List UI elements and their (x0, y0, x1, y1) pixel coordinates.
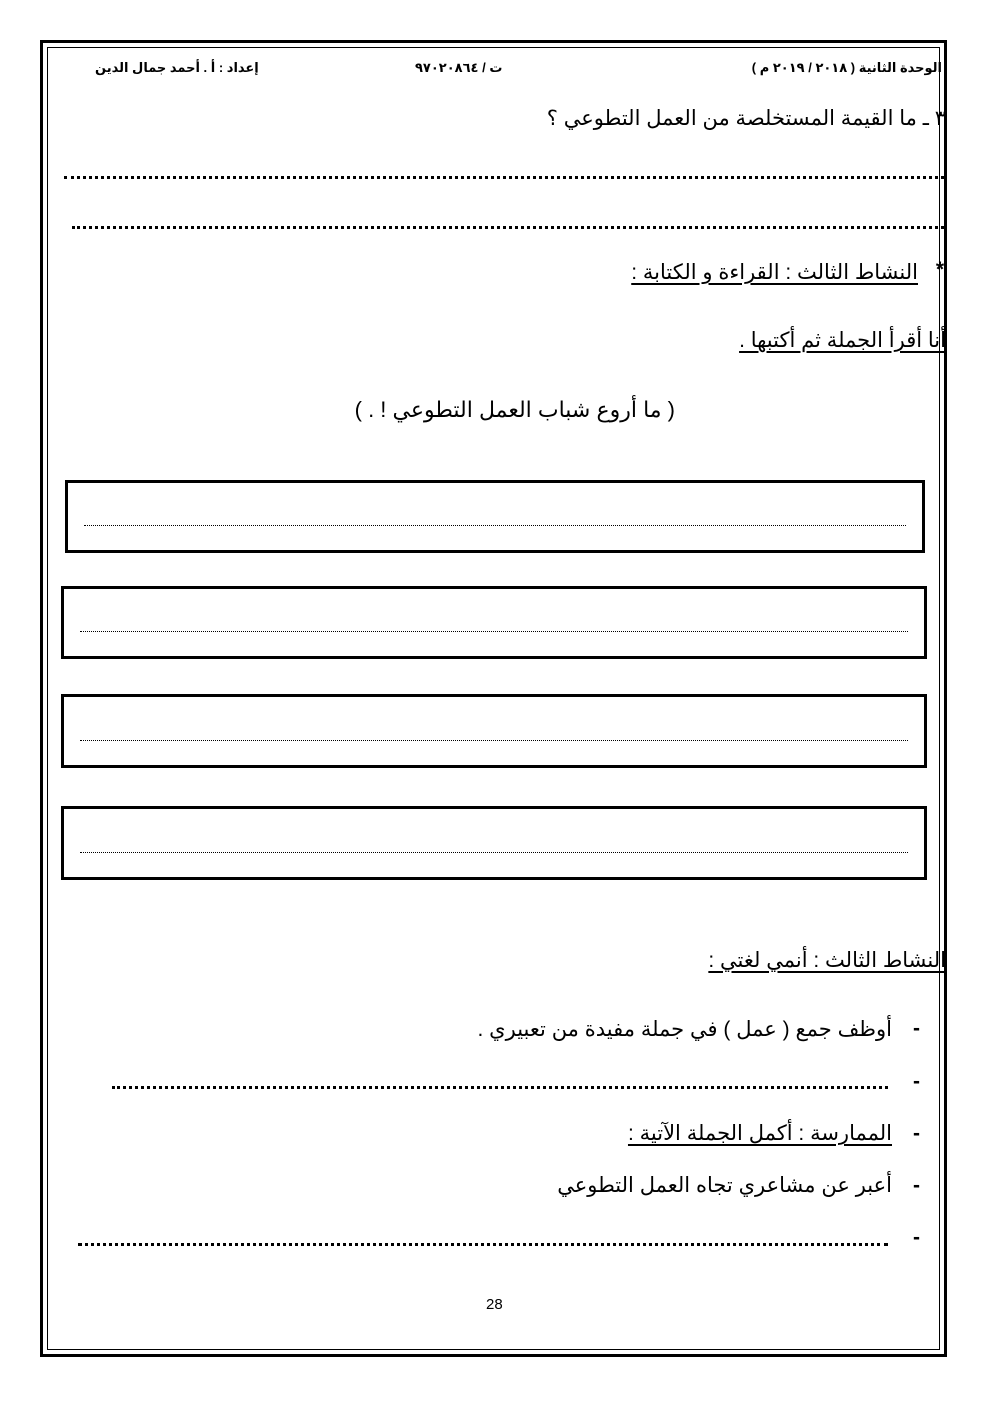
answer-line-3[interactable] (112, 1086, 888, 1089)
language-item-2: الممارسة : أكمل الجملة الآتية : (627, 1122, 892, 1145)
answer-line-4[interactable] (78, 1243, 888, 1246)
writing-line (80, 852, 908, 853)
writing-box-1[interactable] (65, 480, 925, 553)
writing-line (84, 525, 906, 526)
phone-label: ت / ٩٧٠٢٠٨٦٤ (415, 60, 503, 75)
model-sentence: ( ما أروع شباب العمل التطوعي ! . ) (354, 397, 675, 422)
language-activity-title: النشاط الثالث : أنمي لغتي : (708, 949, 946, 972)
writing-box-3[interactable] (61, 694, 927, 768)
reading-activity-title: النشاط الثالث : القراءة و الكتابة : (631, 261, 918, 284)
language-item-1: أوظف جمع ( عمل ) في جملة مفيدة من تعبيري . (477, 1018, 892, 1041)
writing-line (80, 740, 908, 741)
unit-label: الوحدة الثانية ( ٢٠١٨ / ٢٠١٩ م ) (751, 60, 942, 75)
bullet-3: - (913, 1122, 920, 1145)
bullet-2: - (913, 1070, 920, 1093)
bullet-4: - (913, 1174, 920, 1197)
question-3: ٣ ـ ما القيمة المستخلصة من العمل التطوعي ؟ (546, 107, 946, 130)
writing-box-2[interactable] (61, 586, 927, 659)
answer-line-2[interactable] (72, 226, 944, 229)
reading-instruction: أنا أقرأ الجملة ثم أكتبها . (739, 329, 946, 352)
bullet-5: - (913, 1226, 920, 1249)
bullet-1: - (913, 1017, 920, 1040)
writing-line (80, 631, 908, 632)
language-item-3: أعبر عن مشاعري تجاه العمل التطوعي (557, 1174, 892, 1197)
author-label: إعداد : أ . أحمد جمال الدين (95, 60, 259, 75)
answer-line-1[interactable] (64, 176, 944, 179)
star-marker: * (935, 258, 944, 281)
page-number: 28 (486, 1296, 503, 1313)
writing-box-4[interactable] (61, 806, 927, 880)
